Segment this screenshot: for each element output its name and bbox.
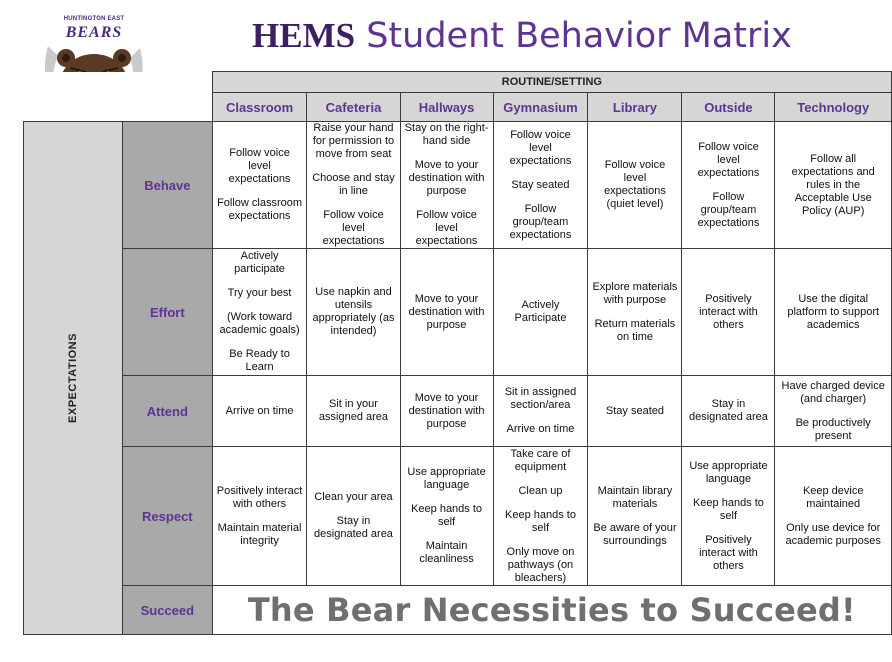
row-label-effort: Effort xyxy=(122,249,212,376)
cell xyxy=(307,249,400,376)
cell-text: Follow all expectations and rules in the Acceptable Use Policy (AUP) xyxy=(791,152,875,217)
cell-text: Maintain material integrity xyxy=(217,521,302,547)
blank-corner-2 xyxy=(24,93,213,122)
cell xyxy=(588,249,682,376)
cell-text: Follow voice level expectations xyxy=(697,140,760,179)
routine-setting-header: ROUTINE/SETTING xyxy=(212,72,891,93)
cell-text: Only use device for academic purposes xyxy=(785,521,881,547)
cell-text: Maintain cleanliness xyxy=(419,540,474,565)
cell-text: Maintain library materials xyxy=(597,484,673,510)
cell xyxy=(493,447,588,586)
expectations-label: EXPECTATIONS xyxy=(24,122,123,635)
setting-gymnasium: Gymnasium xyxy=(493,93,588,122)
cell-text: Arrive on time xyxy=(225,404,294,417)
cell-text: Move to your destination with purpose xyxy=(408,159,485,197)
setting-hallways: Hallways xyxy=(400,93,493,122)
cell-text: Follow voice level expectations xyxy=(509,128,572,167)
cell xyxy=(775,376,892,447)
title-text: Student Behavior Matrix xyxy=(355,16,792,56)
cell xyxy=(682,122,775,249)
cell xyxy=(212,376,307,447)
cell xyxy=(682,376,775,447)
cell xyxy=(307,447,400,586)
cell xyxy=(588,122,682,249)
cell xyxy=(212,249,307,376)
cell-text: Be Ready to Learn xyxy=(229,348,290,373)
cell-text: Return materials on time xyxy=(594,317,676,343)
cell-text: Stay seated xyxy=(605,404,664,417)
title-abbreviation: HEMS xyxy=(252,16,356,55)
cell xyxy=(682,447,775,586)
cell-text: Have charged device (and charger) xyxy=(781,379,885,405)
cell xyxy=(775,249,892,376)
cell-text: Clean your area xyxy=(314,491,393,503)
cell xyxy=(212,122,307,249)
cell-text: Keep hands to self xyxy=(692,496,764,522)
cell xyxy=(400,447,493,586)
row-succeed xyxy=(24,586,892,635)
cell xyxy=(588,447,682,586)
logo-school-name: HUNTINGTON EAST xyxy=(63,16,125,22)
cell-text: Follow group/team expectations xyxy=(509,202,572,241)
cell xyxy=(212,447,307,586)
cell-text: Actively Participate xyxy=(514,299,567,324)
cell-text: Stay in designated area xyxy=(689,398,768,423)
routine-header-row xyxy=(24,72,892,93)
cell-text: Try your best xyxy=(227,287,292,299)
setting-technology: Technology xyxy=(775,93,892,122)
cell-text: Use napkin and utensils appropriately (as intended) xyxy=(312,286,395,337)
cell xyxy=(775,447,892,586)
row-behave xyxy=(24,122,892,249)
setting-outside: Outside xyxy=(682,93,775,122)
cell-text: Stay on the right-hand side xyxy=(404,122,489,147)
slogan: The Bear Necessities to Succeed! xyxy=(212,586,891,635)
logo-team-name: BEARS xyxy=(65,24,123,41)
cell-text: Clean up xyxy=(518,484,563,497)
cell-text: Sit in assigned section/area xyxy=(504,386,577,411)
cell-text: Stay in designated area xyxy=(314,515,393,540)
settings-header-row xyxy=(24,93,892,122)
cell xyxy=(682,249,775,376)
cell-text: (Work toward academic goals) xyxy=(219,311,300,336)
cell xyxy=(307,122,400,249)
cell xyxy=(775,122,892,249)
page-title xyxy=(252,14,792,58)
cell-text: Follow group/team expectations xyxy=(697,190,760,229)
behavior-matrix xyxy=(23,71,892,635)
cell-text: Follow voice level expectations xyxy=(228,147,291,185)
setting-library: Library xyxy=(588,93,682,122)
cell-text: Actively participate xyxy=(234,250,285,275)
cell-text: Explore materials with purpose xyxy=(592,280,678,306)
blank-corner xyxy=(24,72,213,93)
cell-text: Move to your destination with purpose xyxy=(408,391,485,430)
row-label-attend: Attend xyxy=(122,376,212,447)
row-respect xyxy=(24,447,892,586)
cell-text: Raise your hand for permission to move from seat xyxy=(312,122,395,160)
setting-cafeteria: Cafeteria xyxy=(307,93,400,122)
cell xyxy=(400,122,493,249)
cell-text: Move to your destination with purpose xyxy=(408,292,485,331)
row-label-respect: Respect xyxy=(122,447,212,586)
cell-text: Be aware of your surroundings xyxy=(593,521,677,547)
cell-text: Positively interact with others xyxy=(216,484,303,510)
cell-text: Use the digital platform to support academics xyxy=(787,292,880,331)
cell-text: Use appropriate language xyxy=(407,466,486,491)
cell-text: Keep hands to self xyxy=(411,503,483,528)
cell-text: Stay seated xyxy=(511,178,570,191)
cell-text: Arrive on time xyxy=(506,423,575,435)
cell-text: Positively interact with others xyxy=(699,292,758,331)
row-label-behave: Behave xyxy=(122,122,212,249)
cell-text: Positively interact with others xyxy=(699,533,758,572)
setting-classroom: Classroom xyxy=(212,93,307,122)
cell-text: Follow voice level expectations xyxy=(322,209,385,247)
cell-text: Only move on pathways (on bleachers) xyxy=(506,545,575,584)
cell xyxy=(400,376,493,447)
cell xyxy=(307,376,400,447)
cell-text: Use appropriate language xyxy=(689,459,768,485)
cell-text: Sit in your assigned area xyxy=(318,398,389,423)
cell-text: Keep hands to self xyxy=(505,508,576,534)
cell-text: Follow voice level expectations (quiet level) xyxy=(604,159,666,210)
cell xyxy=(493,122,588,249)
cell xyxy=(588,376,682,447)
row-attend xyxy=(24,376,892,447)
cell-text: Follow voice level expectations xyxy=(415,209,478,247)
cell xyxy=(400,249,493,376)
cell-text: Follow classroom expectations xyxy=(217,197,303,222)
cell-text: Take care of equipment xyxy=(510,447,571,473)
cell-text: Keep device maintained xyxy=(802,484,864,510)
row-label-succeed: Succeed xyxy=(122,586,212,635)
cell xyxy=(493,376,588,447)
cell xyxy=(493,249,588,376)
cell-text: Be productively present xyxy=(795,416,871,442)
row-effort xyxy=(24,249,892,376)
cell-text: Choose and stay in line xyxy=(312,172,395,197)
